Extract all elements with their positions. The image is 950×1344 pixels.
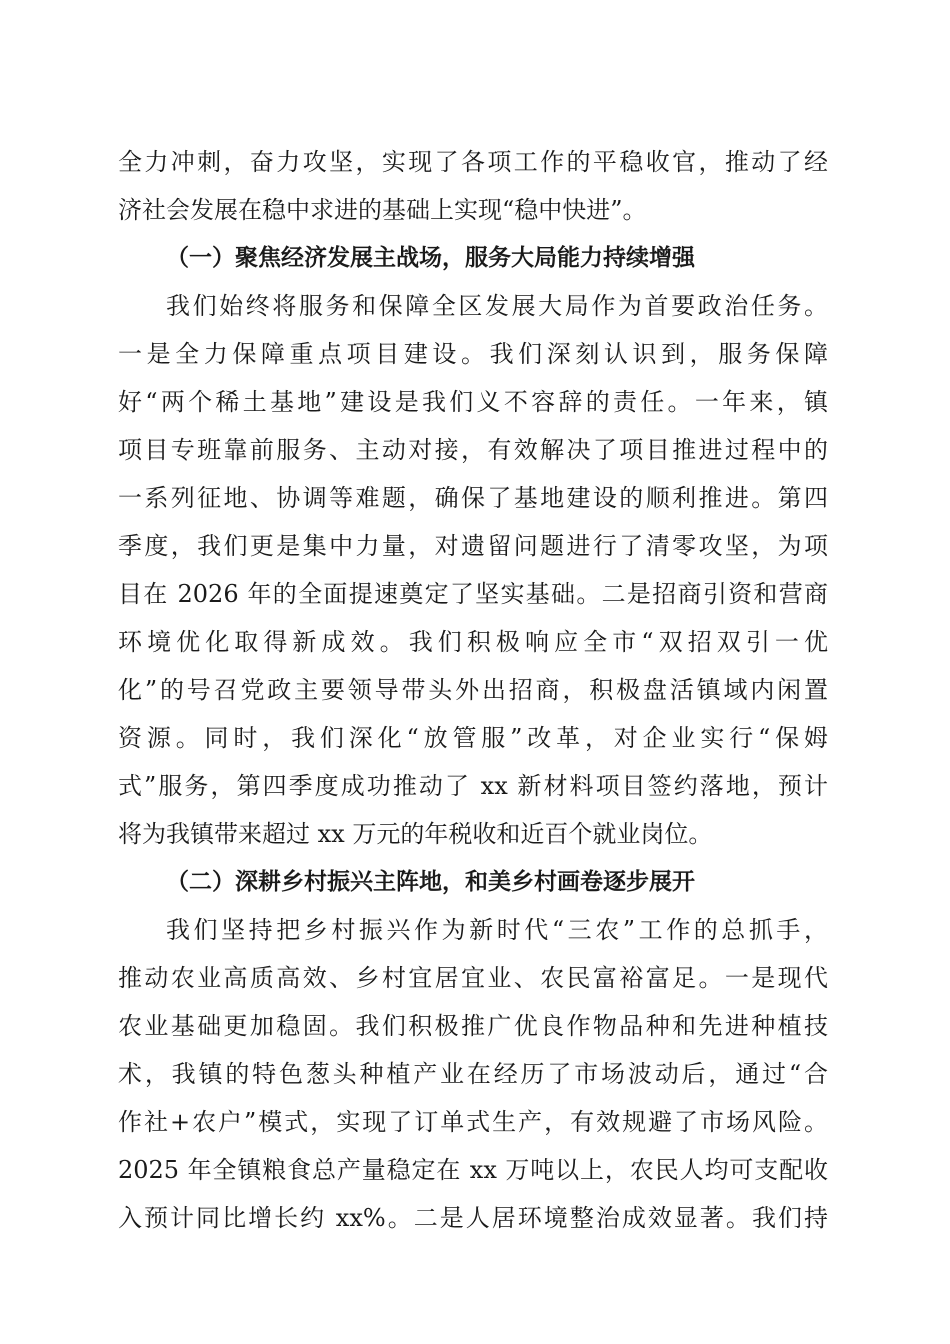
paragraph-line: 目在 2026 年的全面提速奠定了坚实基础。二是招商引资和营商: [118, 580, 828, 608]
paragraph-line: 术，我镇的特色葱头种植产业在经历了市场波动后，通过“合: [118, 1060, 828, 1088]
paragraph-line: 季度，我们更是集中力量，对遗留问题进行了清零攻坚，为项: [118, 532, 828, 560]
paragraph-line: 一系列征地、协调等难题，确保了基地建设的顺利推进。第四: [118, 484, 828, 512]
section-heading-1: （一）聚焦经济发展主战场，服务大局能力持续增强: [166, 245, 695, 271]
paragraph-line: 我们始终将服务和保障全区发展大局作为首要政治任务。: [166, 292, 828, 320]
section-heading-2: （二）深耕乡村振兴主阵地，和美乡村画卷逐步展开: [166, 869, 695, 895]
paragraph-line: 式”服务，第四季度成功推动了 xx 新材料项目签约落地，预计: [118, 772, 828, 800]
paragraph-line: 我们坚持把乡村振兴作为新时代“三农”工作的总抓手，: [166, 916, 828, 944]
paragraph-line: 入预计同比增长约 xx%。二是人居环境整治成效显著。我们持: [118, 1204, 828, 1232]
paragraph-line: 一是全力保障重点项目建设。我们深刻认识到，服务保障: [118, 340, 828, 368]
paragraph-line: 推动农业高质高效、乡村宜居宜业、农民富裕富足。一是现代: [118, 964, 828, 992]
paragraph-line: 2025 年全镇粮食总产量稳定在 xx 万吨以上，农民人均可支配收: [118, 1156, 828, 1184]
paragraph-line: 资源。同时，我们深化“放管服”改革，对企业实行“保姆: [118, 724, 828, 752]
paragraph-line: 项目专班靠前服务、主动对接，有效解决了项目推进过程中的: [118, 436, 828, 464]
paragraph-line: 作社+农户”模式，实现了订单式生产，有效规避了市场风险。: [118, 1108, 828, 1136]
paragraph-line: 全力冲刺，奋力攻坚，实现了各项工作的平稳收官，推动了经: [118, 148, 828, 176]
paragraph-line: 将为我镇带来超过 xx 万元的年税收和近百个就业岗位。: [118, 820, 713, 848]
paragraph-line: 环境优化取得新成效。我们积极响应全市“双招双引一优: [118, 628, 828, 656]
paragraph-line: 化”的号召党政主要领导带头外出招商，积极盘活镇域内闲置: [118, 676, 828, 704]
paragraph-line: 好“两个稀土基地”建设是我们义不容辞的责任。一年来，镇: [118, 388, 828, 416]
paragraph-line: 农业基础更加稳固。我们积极推广优良作物品种和先进种植技: [118, 1012, 828, 1040]
paragraph-line: 济社会发展在稳中求进的基础上实现“稳中快进”。: [118, 196, 647, 224]
